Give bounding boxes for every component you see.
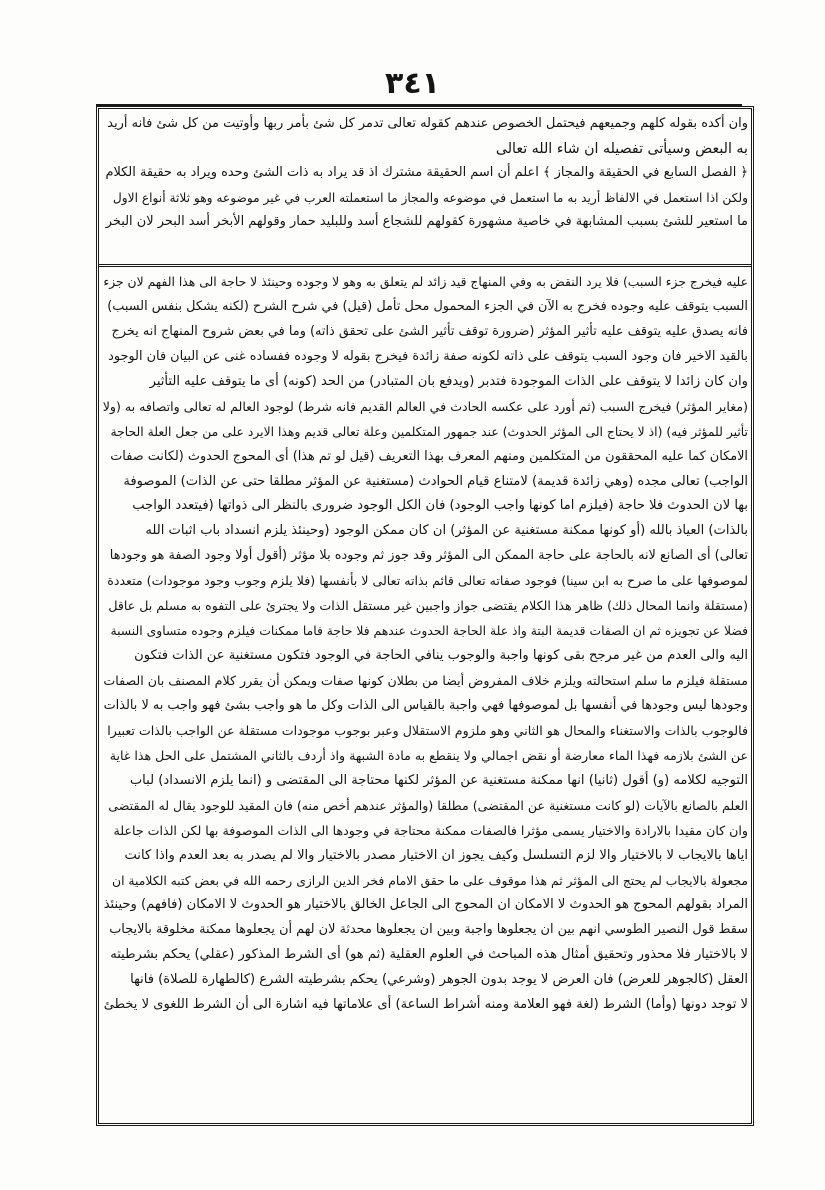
commentary-line: فضلا عن تجويزه ثم ان الصفات قديمة البتة واذ علة الحاجة الحدوث عندهم فلا حاجة فاما ممكنات فيلزم وجوده متساوى النسبة	[110, 624, 748, 639]
commentary-line: الواجب) تعالى مجده (وهي زائدة قديمة) لامتناع قيام الحوادث (مستغنية عن المؤثر مطلقا حتى عن الذات) الموصوفة	[123, 473, 748, 489]
commentary-line: بالقيد الاخير فان وجود السبب يتوقف على ذاته لكونه صفة زائدة فيخرج بقوله لا وجوده ففساده غنى عن البيان فان الوجود	[108, 348, 748, 364]
text-divider	[99, 264, 751, 267]
commentary-line: سقط قول النصير الطوسي انهم بين ان يجعلوها واجبة وبين ان يجعلوها محدثة لان لهم أن يجعلوها ممكنة مخلوقة بالايجاب	[109, 922, 748, 938]
commentary-line: التوجيه لكلامه (و) أقول (ثانيا) انها ممكنة مستغنية عن المؤثر لكنها محتاجة الى المقتضى و (انما يلزم الانسداد) لباب	[129, 772, 748, 788]
commentary-line: لا توجد دونها (وأما) الشرط (لغة فهو العلامة ومنه أشراط الساعة) أى علاماتها فيه اشارة الى أن الشرط اللغوى لا يخطئ	[103, 997, 748, 1013]
commentary-line: بالذات) العياذ بالله (أو كونها ممكنة مستغنية عن المؤثر) ان كان ممكن الوجود (وحينئذ يلزم انسداد باب اثبات الله	[145, 523, 748, 539]
commentary-line: مجعولة بالايجاب لم يحتج الى المؤثر ثم هذا موقوف على ما حقق الامام فخر الدين الرازى رحمه الله في بعض كتبه الكلامية ان	[112, 873, 748, 888]
commentary-line: بها لان الحدوث فلا حاجة (فيلزم اما كونها واجب الوجود) فان الكل الوجود ضرورى بالنظر الى ذواتها (فيتعدد الواجب	[132, 498, 748, 514]
commentary-line: المراد بقولهم المحوج هو الحدوث لا الامكان ان المحوج الى الجاعل الخالق بالاختيار هو الحدوث لا الامكان (فافهم) وحينئذ	[103, 897, 748, 913]
commentary-line: وان كان زائدا لا يتوقف على الذات الموجودة فتدبر (ويدفع بان المتبادر) من الحد (كونه) أى ما يتوقف عليه التأثير	[149, 373, 748, 389]
commentary-text	[102, 270, 748, 1120]
commentary-line: وجودها ليس وجودها في أنفسها بل لموصوفها فهي واجبة بالقياس الى الذات وكل ما هو واجب بشئ فهو واجب به لا بالذات	[103, 697, 748, 713]
commentary-line: فانه يصدق عليه يتوقف عليه تأثير المؤثر (ضرورة توقف تأثير الشئ على تحقق ذاته) وما في بعض شروح المنهاج انه يخرج	[111, 323, 748, 339]
main-text	[102, 112, 748, 260]
commentary-line: وان كان مقيدا بالارادة والاختيار يسمى مؤثرا فالصفات ممكنة محتاجة في وجودها الى الذات الموصوفة بها لكن الذات جاعلة	[113, 822, 748, 838]
commentary-line: تعالى) أى الصانع لانه بالحاجة على حاجة الممكن الى المؤثر وقد جوز ثم وجوده بلا مؤثر (أقول أولا وجود الصفة هو وجودها	[109, 548, 748, 564]
commentary-line: الامكان كما عليه المحققون من المتكلمين ومنهم المعرف بهذا التعريف (قيل لو تم هذا) أى المحوج الحدوث (لكانت صفات	[110, 448, 748, 464]
commentary-line: العلم بالصانع بالآيات (لو كانت مستغنية عن المقتضى) مطلقا (والمؤثر عندهم أخص منه) فان المقيد للوجود يقال له المقتضى	[108, 797, 748, 813]
commentary-line: السبب يتوقف عليه وجوده فخرج به الآن في الجزء المحمول محل تأمل (قيل) في شرح الشرح (لكنه يشكل بنفس السبب)	[107, 298, 748, 314]
commentary-line: عليه فيخرج جزء السبب) فلا يرد النقض به وفي المنهاج قيد زائد لم يتعلق به وهو لا وجوده وحينئذ لا حاجة الى هذا الفهم لان جزء	[103, 275, 748, 289]
page-number: ٣٤١	[385, 66, 440, 101]
main-text-line: ما استعير للشئ بسبب المشابهة في خاصية مشهورة كقولهم للشجاع أسد وللبليد حمار وقولهم الأبخر أسد البحر لان البخر	[105, 214, 748, 230]
commentary-line: تأثير للمؤثر فيه) (اذ لا يحتاج الى المؤثر الحدوث) عند جمهور المتكلمين وعلة تعالى قديم وهذا الايرد على من جعل العلة الحاجة	[110, 424, 748, 439]
commentary-line: فالوجوب بالذات والاستغناء والمحال هو الثاني وهو ملزوم الاستقلال وعبر بوجوب موجودات مستقلة عن الواجب بالذات تعبيرا	[107, 722, 748, 738]
commentary-line: العقل (كالجوهر للعرض) فان العرض لا يوجد بدون الجوهر (وشرعي) يحكم بشرطيته الشرع (كالطهارة للصلاة) فانها	[130, 972, 748, 988]
commentary-line: (مغاير المؤثر) فيخرج السبب (ثم أورد على عكسه الحادث في العالم القديم فانه شرط) لوجود العالم له تعالى واتصافه به (ولا	[102, 398, 748, 414]
commentary-line: لا بالاختيار فلا محذور وتحقيق أمثال هذه المباحث في العلوم العقلية (ثم هو) أى الشرط المذكور (عقلي) يحكم بشرطيته	[110, 947, 748, 963]
main-text-line: به البعض وسيأتى تفصيله ان شاء الله تعالى	[495, 140, 748, 157]
commentary-line: (مستقلة وانما المحال ذلك) ظاهر هذا الكلام يقتضى جواز واجبين غير مستقل الذات ولا يجترئ على التفوه به مسلم بل عاقل	[108, 598, 748, 614]
main-text-line: ﴿ الفصل السابع في الحقيقة والمجاز ﴾ اعلم أن اسم الحقيقة مشترك اذ قد يراد به ذات الشئ وحده ويراد به حقيقة الكلام	[105, 165, 748, 181]
main-text-line: وان أكده بقوله كلهم وجميعهم فيحتمل الخصوص عندهم كقوله تعالى تدمر كل شئ بأمر ربها وأوتيت من كل شئ فانه أريد	[107, 116, 748, 131]
commentary-line: لموصوفها على ما صرح به ابن سينا) فوجود صفاته تعالى قائم بذاته تعالى لا بأنفسها (فلا يلزم وجوب وجود موجودات) متعددة	[107, 573, 748, 589]
commentary-line: عن الشئ بلازمه فهذا الماء معارضة أو نقض اجمالي ولا ينقطع به مادة الشبهة واذ أردف بالثاني المشتمل على الحل هذا غاية	[109, 747, 748, 763]
commentary-line: اياها بالايجاب لا بالاختيار والا لزم التسلسل وكيف يجوز ان الاختيار مصدر بالاختيار والا لم يصدر به بعد العدم واذا كانت	[124, 847, 748, 863]
main-text-line: ولكن اذا استعمل في الالفاظ أريد به ما استعمل في موضوعه والمجاز ما استعملته العرب في غير موضوعه وهو ثلاثة أنواع الاول	[112, 190, 748, 205]
commentary-line: اليه والى العدم من غير مرجح بقى كونها واجبة والوجوب ينافي الحاجة في الوجود فتكون مستغنية عن الذات فتكون	[134, 648, 748, 664]
commentary-line: مستقلة فيلزم ما سلم استحالته ويلزم خلاف المفروض أيضا من بطلان كونها صفات ويمكن أن يقرر كلام المصنف بان الصفات	[103, 673, 748, 688]
